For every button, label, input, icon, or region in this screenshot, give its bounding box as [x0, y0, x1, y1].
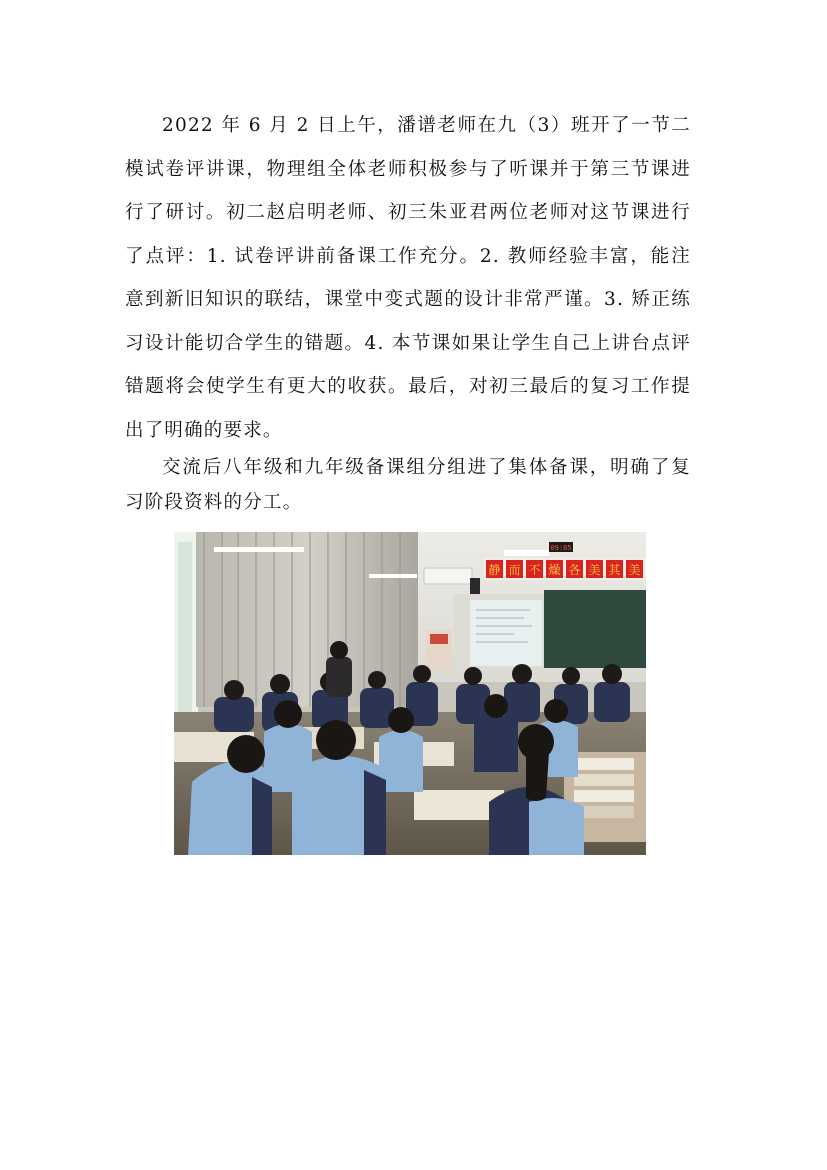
ceiling-light [214, 547, 304, 552]
wall-clock-text: 09:05 [550, 544, 572, 552]
banner-character: 而 [508, 563, 521, 577]
text-body [125, 104, 691, 520]
paragraph-2: 交流后八年级和九年级备课组分组进了集体备课，明确了复习阶段资料的分工。 [125, 457, 691, 513]
banner-character: 燥 [548, 563, 561, 577]
banner-character: 静 [488, 563, 501, 577]
red-banner [484, 558, 646, 580]
banner-character: 其 [608, 563, 621, 577]
air-conditioner [424, 568, 472, 584]
banner-character: 美 [588, 563, 601, 577]
banner-character: 各 [568, 563, 581, 577]
classroom-photo-illustration [174, 532, 646, 855]
banner-character: 不 [528, 563, 541, 577]
paragraph-1: 2022 年 6 月 2 日上午，潘谱老师在九（3）班开了一节二模试卷评讲课，物理组全体老师积极参与了听课并于第三节课进行了研讨。初二赵启明老师、初三朱亚君两位老师对这节课进行了点评：1. 试卷评讲前备课工作充分。2. 教师经验丰富，能注意到新旧知识的联结，课堂中变式题的设计非常严谨。3. 矫正练习设计能切合学生的错题。4. 本节课如果让学生自己上讲台点评错题将会使学生有更大的收获。最后，对初三最后的复习工作提出了明确的要求。 [125, 115, 691, 441]
banner-character: 美 [628, 563, 641, 577]
classroom-photo [174, 532, 646, 855]
blackboard [544, 590, 646, 668]
ceiling-light [369, 574, 417, 578]
ceiling-light [504, 550, 549, 556]
speaker [470, 578, 480, 594]
